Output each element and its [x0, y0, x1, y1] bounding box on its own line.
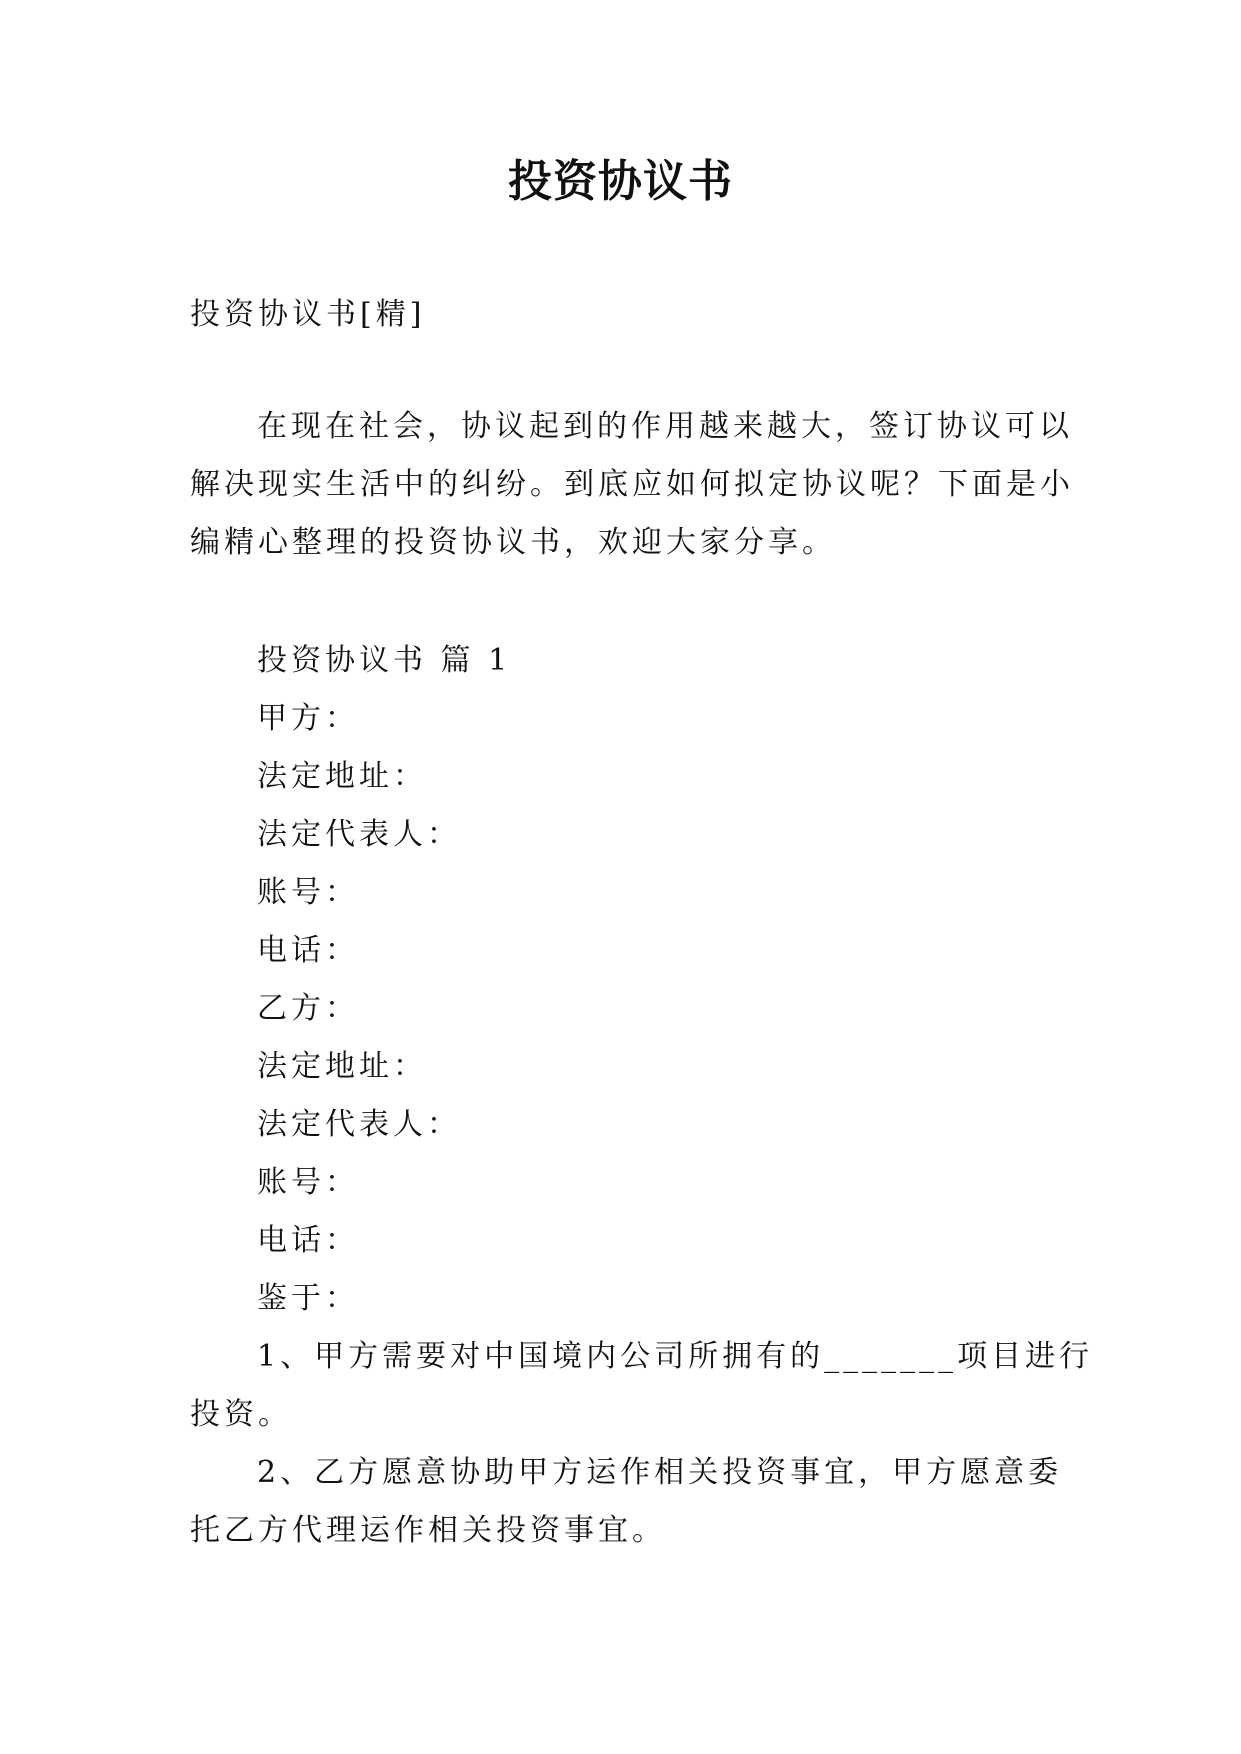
intro-line-1: 在现在社会，协议起到的作用越来越大，签订协议可以: [257, 409, 1073, 444]
clause-2-line-2: 托乙方代理运作相关投资事宜。: [190, 1513, 666, 1548]
intro-line-3: 编精心整理的投资协议书，欢迎大家分享。: [190, 525, 836, 560]
party-a-label: 甲方：: [257, 701, 359, 736]
party-a-account: 账号：: [257, 875, 359, 910]
party-a-phone: 电话：: [257, 933, 359, 968]
clause-1-line-2: 投资。: [190, 1397, 292, 1432]
clause-2-line-1: 2、乙方愿意协助甲方运作相关投资事宜，甲方愿意委: [257, 1455, 1063, 1490]
party-b-label: 乙方：: [257, 991, 359, 1026]
party-a-address: 法定地址：: [257, 759, 427, 794]
document-title: 投资协议书: [508, 156, 733, 207]
party-b-account: 账号：: [257, 1165, 359, 1200]
party-b-representative: 法定代表人：: [257, 1107, 461, 1142]
document-subtitle: 投资协议书[精]: [190, 297, 426, 332]
section-heading: 投资协议书 篇 1: [257, 643, 512, 678]
party-a-representative: 法定代表人：: [257, 817, 461, 852]
party-b-address: 法定地址：: [257, 1049, 427, 1084]
whereas-label: 鉴于：: [257, 1281, 359, 1316]
clause-1-line-1: 1、甲方需要对中国境内公司所拥有的_______项目进行: [257, 1339, 1094, 1374]
party-b-phone: 电话：: [257, 1223, 359, 1258]
intro-line-2: 解决现实生活中的纠纷。到底应如何拟定协议呢？下面是小: [190, 467, 1074, 502]
